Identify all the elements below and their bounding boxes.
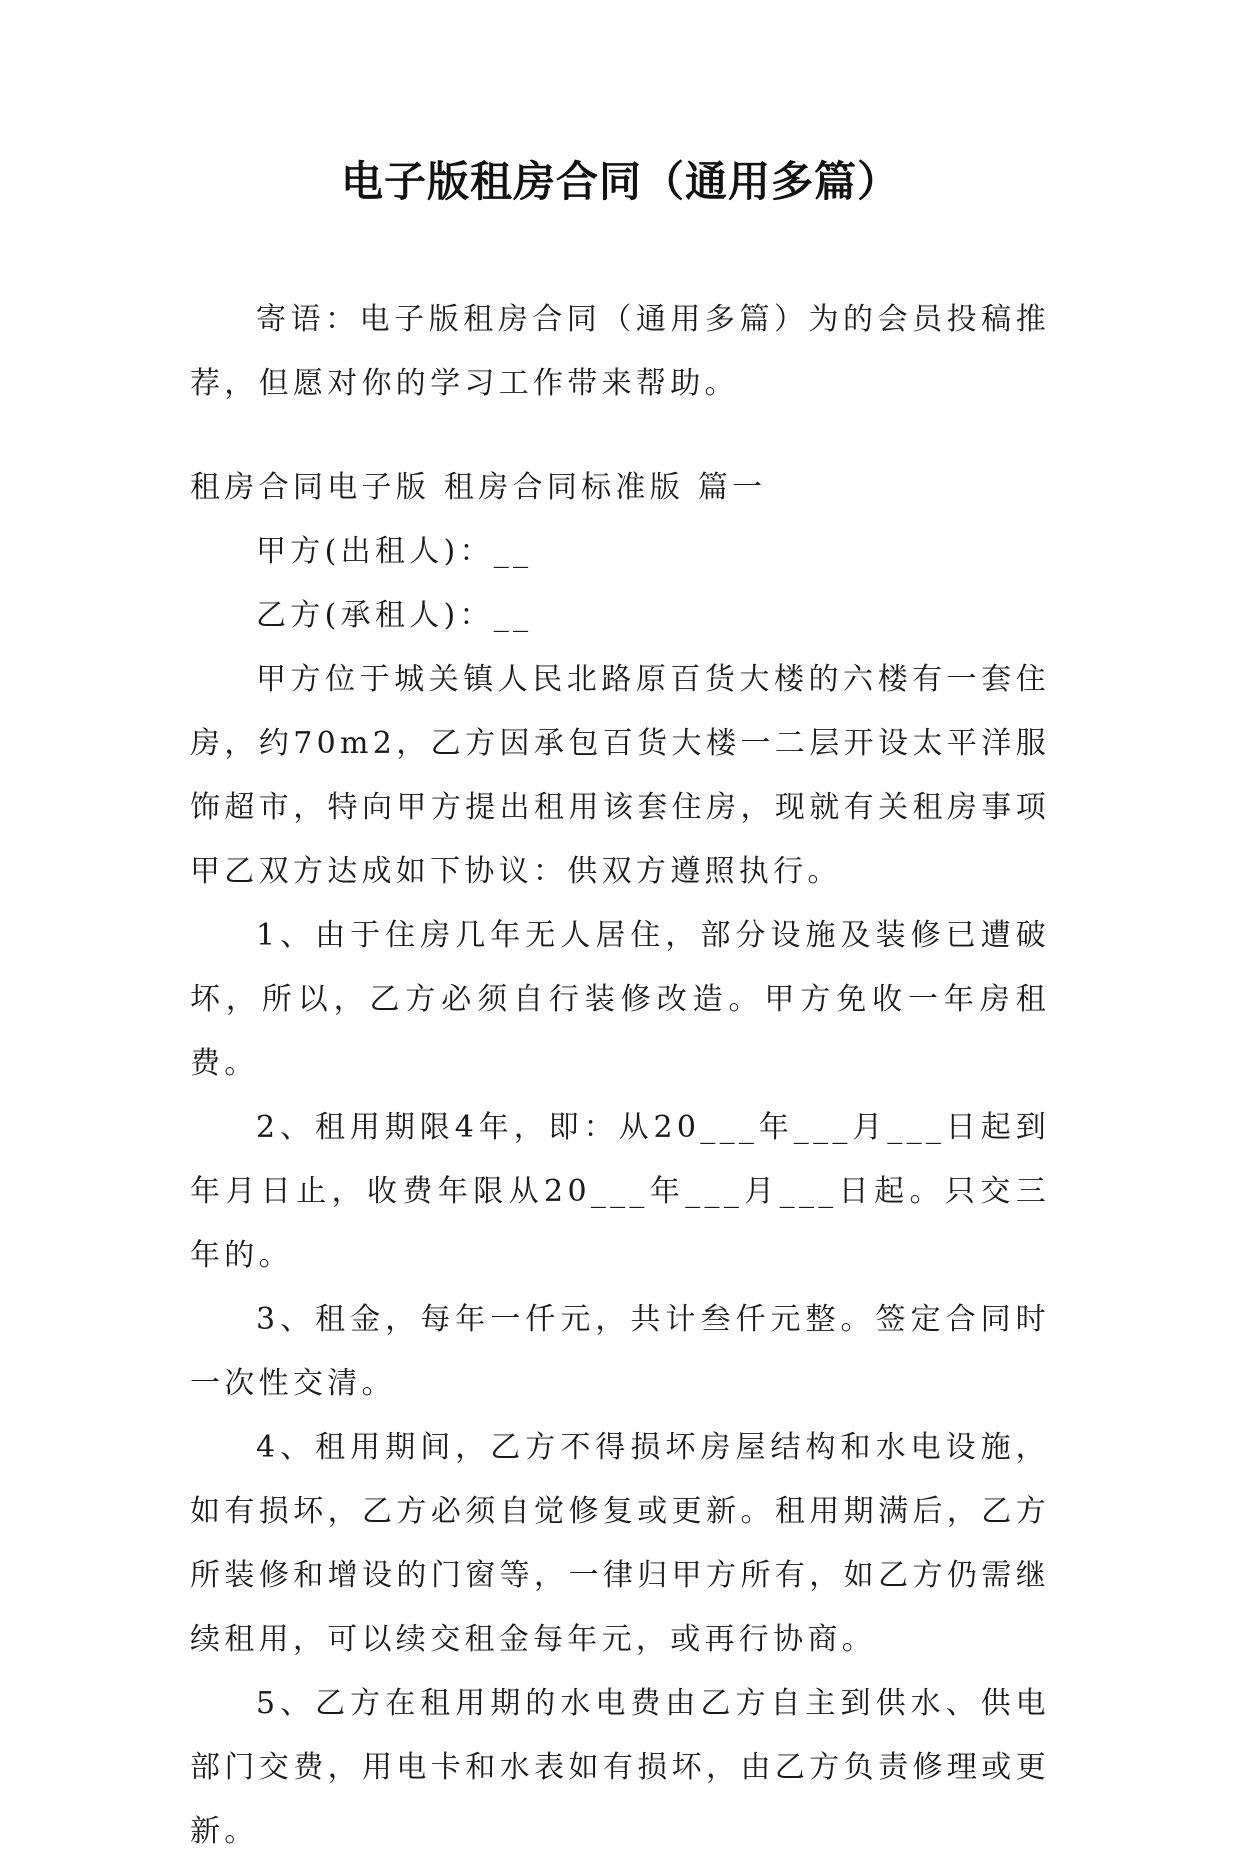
intro-paragraph: 寄语：电子版租房合同（通用多篇）为的会员投稿推荐，但愿对你的学习工作带来帮助。 — [190, 302, 1050, 401]
document-title: 电子版租房合同（通用多篇） — [340, 157, 900, 206]
contract-section — [190, 456, 1050, 1864]
contract-paragraph: 甲方位于城关镇人民北路原百货大楼的六楼有一套住房，约70m2，乙方因承包百货大楼一二层开设太平洋服饰超市，特向甲方提出租用该套住房，现就有关租房事项甲乙双方达成如下协议：供双方遵照执行。 — [190, 662, 1050, 889]
clause-1: 1、由于住房几年无人居住，部分设施及装修已遭破坏，所以，乙方必须自行装修改造。甲方免收一年房租费。 — [190, 918, 1050, 1081]
intro-block — [190, 288, 1050, 416]
section-heading: 租房合同电子版 租房合同标准版 篇一 — [190, 470, 767, 505]
clause-2: 2、租用期限4年，即：从20___年___月___日起到年月日止，收费年限从20___年___月___日起。只交三年的。 — [190, 1110, 1050, 1273]
party-a-line: 甲方(出租人)：__ — [256, 534, 533, 569]
clause-5: 5、乙方在租用期的水电费由乙方自主到供水、供电部门交费，用电卡和水表如有损坏，由乙方负责修理或更新。 — [190, 1686, 1050, 1849]
party-b-line: 乙方(承租人)：__ — [256, 598, 533, 633]
clause-4: 4、租用期间，乙方不得损坏房屋结构和水电设施，如有损坏，乙方必须自觉修复或更新。租用期满后，乙方所装修和增设的门窗等，一律归甲方所有，如乙方仍需继续租用，可以续交租金每年元，或再行协商。 — [190, 1430, 1050, 1657]
clause-3: 3、租金，每年一仟元，共计叁仟元整。签定合同时一次性交清。 — [190, 1302, 1050, 1401]
